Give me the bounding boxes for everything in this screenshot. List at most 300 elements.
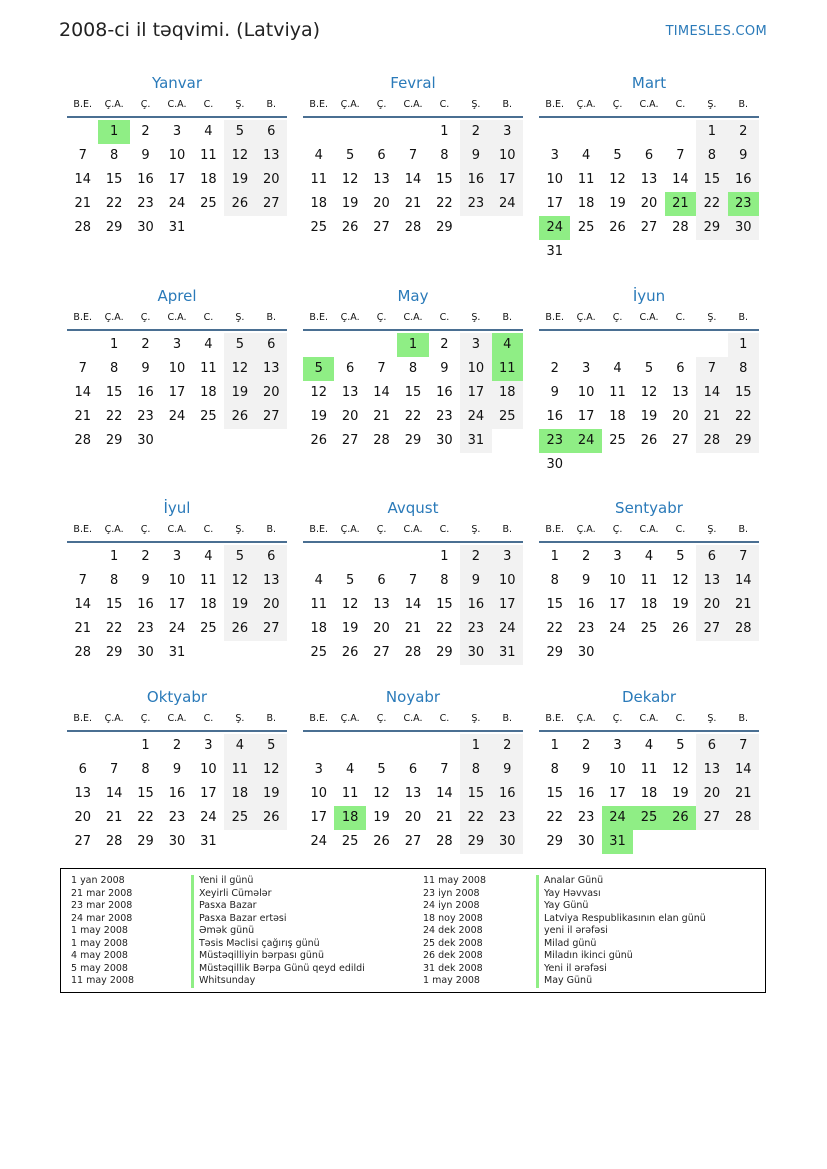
weekday-label: Ç.: [140, 312, 151, 323]
day-cell: 25: [200, 409, 217, 424]
empty-cell: [397, 545, 428, 569]
day-cell: 14: [105, 786, 123, 801]
day-cell: 16: [137, 597, 154, 612]
day-cell: 21: [436, 810, 453, 825]
day-cell: 5: [377, 762, 386, 777]
empty-cell: [602, 120, 633, 144]
weekday-label: B.: [738, 99, 749, 110]
day-cell: 16: [577, 786, 595, 801]
day-cell: 7: [377, 361, 386, 376]
month-11: [303, 686, 523, 854]
holiday-date: 25 dek 2008: [423, 937, 483, 949]
day-cell: 24: [310, 834, 327, 849]
day-cell: 1: [109, 337, 119, 352]
day-cell: 18: [492, 381, 523, 405]
day-cell: 8: [728, 357, 759, 381]
month-name: Mart: [631, 74, 667, 92]
day-cell: 8: [109, 148, 119, 163]
holiday-day-cell: 31: [602, 830, 633, 854]
weekday-header: [303, 708, 523, 732]
holiday-name: Xeyirli Cümələr: [199, 887, 272, 899]
holiday-date: 4 may 2008: [71, 950, 128, 961]
day-cell: 24: [168, 621, 186, 636]
holiday-date: 24 iyn 2008: [423, 900, 480, 911]
holiday-day-cell: 23: [728, 192, 759, 216]
day-cell: 8: [550, 762, 559, 777]
weekday-label: C.: [439, 713, 450, 724]
day-cell: 6: [696, 545, 727, 569]
day-cell: 19: [224, 168, 255, 192]
weekday-label: Ş.: [471, 713, 481, 724]
day-cell: 6: [644, 148, 654, 163]
day-cell: 21: [105, 810, 123, 825]
day-cell: 3: [492, 120, 523, 144]
day-cell: 3: [613, 549, 622, 564]
day-cell: 13: [640, 172, 658, 187]
day-cell: 3: [613, 738, 622, 753]
day-cell: 28: [728, 806, 759, 830]
weekday-label: C.A.: [167, 713, 187, 724]
day-cell: 8: [109, 361, 119, 376]
weekday-label: Ç.A.: [576, 99, 596, 110]
day-cell: 9: [581, 762, 591, 777]
weekday-label: B.E.: [309, 99, 328, 110]
day-cell: 19: [672, 786, 689, 801]
day-cell: 4: [224, 734, 255, 758]
day-cell: 27: [373, 645, 390, 660]
day-cell: 27: [74, 834, 91, 849]
day-cell: 2: [172, 738, 182, 753]
day-cell: 15: [137, 786, 154, 801]
day-cell: 15: [546, 597, 563, 612]
day-cell: 14: [728, 569, 759, 593]
day-cell: 17: [460, 381, 491, 405]
day-cell: 1: [550, 738, 559, 753]
holiday-date: 24 mar 2008: [71, 912, 133, 924]
day-cell: 30: [728, 216, 759, 240]
month-12: [539, 686, 759, 854]
day-cell: 11: [200, 361, 217, 376]
page-title: 2008-ci il təqvimi. (Latviya): [59, 19, 321, 41]
day-cell: 5: [256, 734, 287, 758]
day-cell: 9: [550, 385, 559, 400]
holiday-name: Whitsunday: [199, 975, 256, 986]
month-name: İyun: [632, 287, 666, 305]
holiday-name: Müstəqillik Bərpa Günü qeyd edildi: [199, 962, 365, 974]
day-cell: 20: [256, 381, 287, 405]
day-cell: 10: [492, 569, 523, 593]
empty-cell: [366, 120, 397, 144]
day-cell: 21: [74, 621, 91, 636]
weekday-label: B.: [502, 524, 513, 535]
day-cell: 21: [404, 196, 422, 211]
day-cell: 13: [256, 569, 287, 593]
day-cell: 22: [137, 810, 154, 825]
day-cell: 14: [74, 597, 91, 612]
weekday-label: C.A.: [639, 524, 659, 535]
weekday-label: C.: [675, 99, 686, 110]
day-cell: 16: [436, 385, 453, 400]
day-cell: 15: [404, 385, 422, 400]
weekday-label: B.: [738, 312, 749, 323]
empty-cell: [98, 734, 129, 758]
day-cell: 13: [696, 569, 727, 593]
weekday-label: Ç.A.: [340, 713, 360, 724]
day-cell: 17: [168, 597, 186, 612]
month-name: Fevral: [390, 74, 436, 92]
day-cell: 15: [436, 597, 453, 612]
weekday-label: B.: [266, 713, 277, 724]
weekday-label: B.E.: [73, 312, 92, 323]
day-cell: 12: [224, 144, 255, 168]
weekday-label: C.A.: [403, 713, 423, 724]
weekday-label: B.E.: [309, 312, 328, 323]
day-cell: 24: [492, 617, 523, 641]
day-cell: 12: [609, 172, 626, 187]
day-cell: 18: [609, 409, 626, 424]
day-cell: 16: [460, 593, 491, 617]
day-cell: 23: [577, 810, 595, 825]
month-name: İyul: [163, 499, 191, 517]
month-name: Dekabr: [621, 688, 677, 706]
day-cell: 3: [492, 545, 523, 569]
day-cell: 1: [109, 549, 119, 564]
day-cell: 11: [310, 597, 327, 612]
day-cell: 30: [168, 834, 186, 849]
empty-cell: [539, 333, 570, 357]
weekday-label: B.E.: [309, 524, 328, 535]
weekday-header: [67, 94, 287, 118]
weekday-label: Ç.A.: [104, 524, 124, 535]
holiday-day-cell: 18: [334, 806, 365, 830]
day-cell: 10: [310, 786, 327, 801]
day-cell: 14: [436, 786, 453, 801]
day-cell: 28: [728, 617, 759, 641]
day-cell: 5: [224, 545, 255, 569]
month-9: [539, 497, 759, 665]
weekday-label: C.: [439, 312, 450, 323]
holiday-date: 26 dek 2008: [423, 950, 483, 961]
holiday-name: Latviya Respublikasının elan günü: [544, 912, 706, 924]
day-cell: 18: [640, 597, 658, 612]
holiday-name: Yeni il ərəfəsi: [544, 962, 607, 974]
month-6: [539, 285, 759, 477]
holiday-name: Pasxa Bazar: [199, 900, 257, 911]
weekday-label: B.E.: [309, 713, 328, 724]
holiday-day-cell: 26: [665, 806, 696, 830]
weekday-label: B.: [502, 312, 513, 323]
holiday-date: 21 mar 2008: [71, 887, 133, 899]
day-cell: 6: [377, 148, 386, 163]
day-cell: 9: [492, 758, 523, 782]
day-cell: 16: [728, 168, 759, 192]
empty-cell: [366, 333, 397, 357]
day-cell: 23: [492, 806, 523, 830]
weekday-header: [539, 94, 759, 118]
weekday-label: B.E.: [545, 524, 564, 535]
day-grid: [539, 120, 759, 264]
day-cell: 6: [256, 120, 287, 144]
day-cell: 18: [200, 385, 217, 400]
weekday-label: Ş.: [707, 99, 717, 110]
weekday-label: Ç.: [376, 312, 387, 323]
day-grid: [67, 333, 287, 453]
month-name: Aprel: [157, 287, 197, 305]
weekday-label: Ç.: [612, 312, 623, 323]
day-cell: 30: [492, 830, 523, 854]
day-cell: 23: [137, 621, 154, 636]
day-cell: 25: [224, 806, 255, 830]
weekday-header: [539, 519, 759, 543]
day-cell: 22: [696, 192, 727, 216]
day-grid: [539, 333, 759, 477]
site-brand-link[interactable]: TIMESLES.COM: [665, 24, 767, 39]
day-cell: 28: [672, 220, 689, 235]
day-cell: 26: [256, 806, 287, 830]
holiday-day-cell: 23: [539, 429, 570, 453]
day-cell: 29: [436, 220, 453, 235]
day-cell: 2: [581, 738, 591, 753]
day-cell: 22: [546, 810, 563, 825]
day-cell: 28: [74, 433, 91, 448]
month-name: Yanvar: [151, 74, 203, 92]
day-cell: 17: [168, 385, 186, 400]
day-cell: 22: [105, 196, 123, 211]
weekday-label: C.: [203, 713, 214, 724]
day-cell: 5: [224, 333, 255, 357]
day-cell: 13: [373, 172, 390, 187]
day-cell: 16: [577, 597, 595, 612]
weekday-label: B.E.: [545, 713, 564, 724]
weekday-label: Ç.: [376, 713, 387, 724]
empty-cell: [67, 545, 98, 569]
day-cell: 14: [404, 172, 422, 187]
day-cell: 12: [672, 573, 689, 588]
day-cell: 4: [314, 148, 323, 163]
weekday-label: C.: [203, 524, 214, 535]
day-grid: [303, 734, 523, 854]
weekday-header: [67, 708, 287, 732]
weekday-label: Ç.: [140, 713, 151, 724]
day-cell: 20: [256, 593, 287, 617]
day-cell: 2: [440, 337, 449, 352]
empty-cell: [366, 734, 397, 758]
day-cell: 26: [373, 834, 390, 849]
day-grid: [67, 545, 287, 665]
day-cell: 29: [105, 433, 123, 448]
day-cell: 9: [460, 144, 491, 168]
month-name: Oktyabr: [146, 688, 208, 706]
day-cell: 31: [168, 220, 186, 235]
day-cell: 3: [204, 738, 213, 753]
day-cell: 27: [256, 192, 287, 216]
weekday-label: Ç.: [612, 99, 623, 110]
day-cell: 30: [436, 433, 453, 448]
day-cell: 3: [172, 549, 182, 564]
day-cell: 15: [436, 172, 453, 187]
holiday-date: 1 yan 2008: [71, 875, 125, 886]
day-cell: 23: [577, 621, 595, 636]
holiday-dates-left: [71, 875, 134, 988]
day-cell: 23: [137, 196, 154, 211]
day-cell: 15: [728, 381, 759, 405]
day-cell: 11: [640, 762, 658, 777]
day-cell: 25: [640, 621, 658, 636]
day-cell: 26: [224, 192, 255, 216]
day-cell: 11: [640, 573, 658, 588]
day-cell: 3: [460, 333, 491, 357]
day-cell: 25: [492, 405, 523, 429]
day-cell: 6: [256, 545, 287, 569]
day-cell: 18: [200, 597, 217, 612]
day-cell: 30: [546, 457, 563, 472]
holiday-names-right: [536, 875, 706, 988]
day-cell: 29: [105, 220, 123, 235]
month-name: Avqust: [387, 499, 439, 517]
day-cell: 17: [546, 196, 563, 211]
month-4: [67, 285, 287, 453]
day-cell: 28: [373, 433, 390, 448]
holiday-day-cell: 24: [602, 806, 633, 830]
day-cell: 19: [609, 196, 626, 211]
empty-cell: [303, 734, 334, 758]
holiday-date: 23 mar 2008: [71, 900, 133, 911]
weekday-label: B.: [738, 713, 749, 724]
weekday-label: Ç.: [140, 99, 151, 110]
day-cell: 22: [105, 409, 123, 424]
day-cell: 8: [408, 361, 418, 376]
day-cell: 29: [546, 834, 563, 849]
day-cell: 26: [341, 220, 359, 235]
weekday-label: B.: [266, 99, 277, 110]
day-cell: 13: [404, 786, 422, 801]
day-cell: 29: [404, 433, 422, 448]
day-cell: 12: [224, 357, 255, 381]
day-cell: 4: [581, 148, 591, 163]
empty-cell: [334, 120, 365, 144]
day-cell: 8: [696, 144, 727, 168]
empty-cell: [303, 545, 334, 569]
weekday-label: B.E.: [73, 524, 92, 535]
day-cell: 17: [168, 172, 186, 187]
day-cell: 23: [168, 810, 186, 825]
weekday-label: B.E.: [545, 312, 564, 323]
day-cell: 11: [224, 758, 255, 782]
day-cell: 1: [550, 549, 559, 564]
holiday-name: May Günü: [544, 975, 593, 986]
holiday-names-left: [191, 875, 365, 988]
weekday-label: C.: [439, 99, 450, 110]
weekday-label: Ş.: [707, 524, 717, 535]
holiday-name: Milad günü: [544, 937, 597, 949]
day-cell: 17: [609, 597, 626, 612]
day-cell: 23: [436, 409, 453, 424]
day-cell: 21: [728, 782, 759, 806]
day-grid: [303, 120, 523, 240]
day-cell: 20: [640, 196, 658, 211]
day-cell: 30: [137, 433, 154, 448]
day-cell: 26: [310, 433, 327, 448]
day-cell: 6: [377, 573, 386, 588]
day-cell: 26: [672, 621, 689, 636]
day-cell: 18: [200, 172, 217, 187]
holiday-day-cell: 25: [633, 806, 664, 830]
weekday-label: B.: [502, 99, 513, 110]
month-5: [303, 285, 523, 453]
empty-cell: [665, 333, 696, 357]
month-8: [303, 497, 523, 665]
day-grid: [539, 545, 759, 665]
day-cell: 5: [345, 573, 355, 588]
weekday-label: C.A.: [403, 312, 423, 323]
weekday-label: Ç.: [140, 524, 151, 535]
day-cell: 13: [341, 385, 359, 400]
day-cell: 27: [640, 220, 658, 235]
weekday-header: [539, 307, 759, 331]
holiday-day-cell: 11: [492, 357, 523, 381]
day-cell: 3: [581, 361, 591, 376]
holiday-date: 5 may 2008: [71, 962, 128, 974]
weekday-label: C.: [675, 312, 686, 323]
day-cell: 14: [373, 385, 390, 400]
day-cell: 4: [204, 549, 213, 564]
month-2: [303, 72, 523, 240]
day-cell: 13: [74, 786, 91, 801]
day-cell: 29: [546, 645, 563, 660]
holiday-name: Yeni il günü: [199, 875, 254, 886]
weekday-label: Ç.A.: [104, 99, 124, 110]
holiday-date: 1 may 2008: [71, 937, 128, 949]
day-cell: 4: [644, 738, 654, 753]
day-cell: 12: [341, 172, 359, 187]
day-cell: 15: [105, 597, 123, 612]
day-cell: 15: [546, 786, 563, 801]
holiday-date: 23 iyn 2008: [423, 887, 480, 899]
day-cell: 24: [168, 409, 186, 424]
empty-cell: [397, 120, 428, 144]
day-cell: 2: [728, 120, 759, 144]
day-cell: 11: [609, 385, 626, 400]
day-cell: 20: [341, 409, 359, 424]
day-cell: 10: [168, 573, 186, 588]
day-cell: 11: [200, 573, 217, 588]
day-cell: 20: [404, 810, 422, 825]
weekday-label: Ç.A.: [340, 312, 360, 323]
day-cell: 20: [74, 810, 91, 825]
day-cell: 2: [581, 549, 591, 564]
weekday-label: C.A.: [639, 312, 659, 323]
day-cell: 12: [341, 597, 359, 612]
holiday-date: 11 may 2008: [423, 875, 487, 886]
day-cell: 19: [341, 621, 359, 636]
holiday-dates-right: [423, 875, 486, 988]
day-cell: 17: [577, 409, 595, 424]
empty-cell: [334, 545, 365, 569]
holiday-day-cell: 4: [492, 333, 523, 357]
month-name: Sentyabr: [615, 499, 683, 517]
weekday-label: Ş.: [235, 312, 245, 323]
day-cell: 14: [672, 172, 689, 187]
holiday-day-cell: 21: [665, 192, 696, 216]
day-cell: 24: [200, 810, 217, 825]
holidays-list: [60, 868, 766, 993]
weekday-label: C.: [203, 312, 214, 323]
day-cell: 22: [436, 621, 453, 636]
day-cell: 7: [696, 357, 727, 381]
month-3: [539, 72, 759, 264]
weekday-label: B.: [738, 524, 749, 535]
day-cell: 10: [492, 144, 523, 168]
